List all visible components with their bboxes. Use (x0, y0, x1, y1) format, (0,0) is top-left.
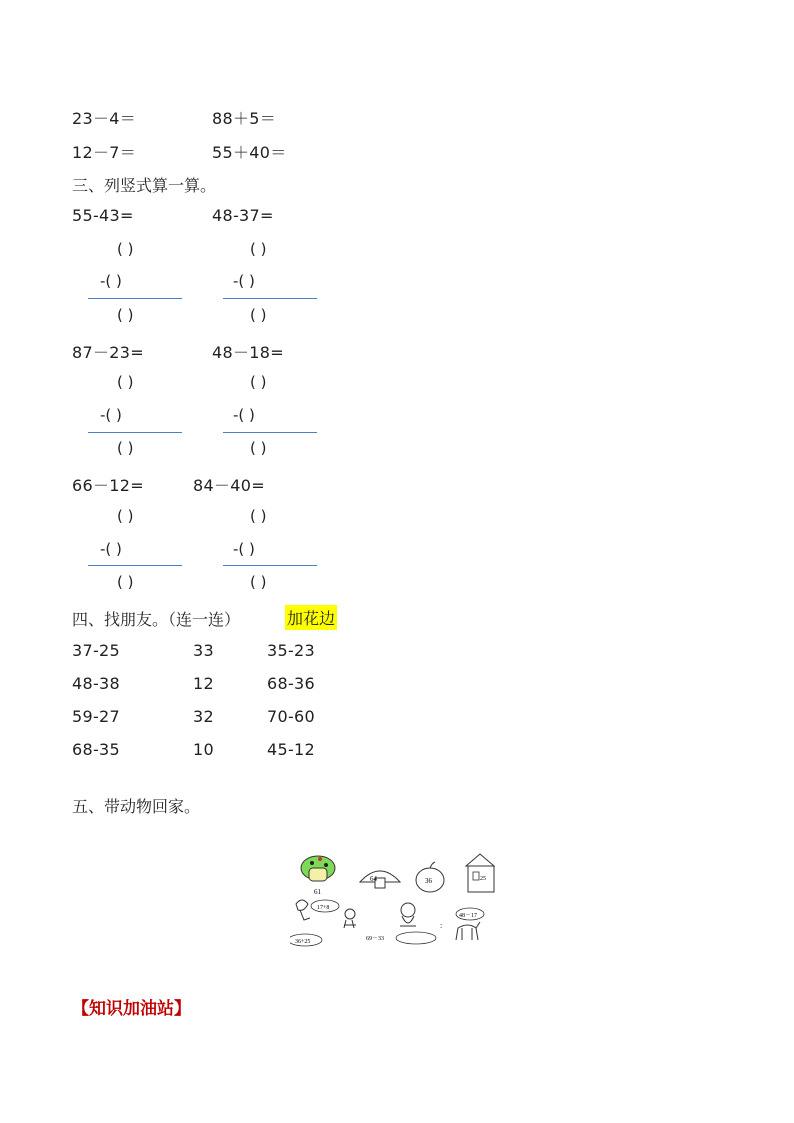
match-right[interactable]: 68-36 (267, 674, 315, 693)
calc-rule (223, 298, 317, 299)
house-icon (466, 854, 494, 892)
svg-text::: : (440, 921, 443, 930)
blank-mid[interactable]: -( ) (100, 272, 122, 290)
blank-mid[interactable]: -( ) (233, 272, 255, 290)
blank-result[interactable]: ( ) (250, 573, 267, 591)
house-label: 25 (480, 876, 486, 882)
animal-cat-icon (344, 909, 356, 928)
equation-88-5: 88＋5＝ (212, 109, 277, 128)
match-right[interactable]: 35-23 (267, 641, 315, 660)
animal-squirrel-icon (296, 900, 310, 920)
blank-mid[interactable]: -( ) (233, 540, 255, 558)
vertical-problem-4: 48－18= (212, 343, 284, 362)
blank-top[interactable]: ( ) (250, 507, 267, 525)
mushroom-icon (360, 871, 400, 888)
blank-result[interactable]: ( ) (117, 439, 134, 457)
match-middle[interactable]: 32 (193, 707, 214, 726)
house-label: 36 (425, 877, 432, 885)
blank-result[interactable]: ( ) (250, 439, 267, 457)
equation-23-4: 23－4＝ (72, 109, 137, 128)
blank-top[interactable]: ( ) (117, 373, 134, 391)
section5-heading: 五、带动物回家。 (72, 797, 201, 816)
calc-rule (88, 565, 182, 566)
vertical-problem-2: 48-37= (212, 206, 274, 225)
animals-home-illustration (290, 848, 502, 954)
calc-rule (223, 565, 317, 566)
blank-result[interactable]: ( ) (250, 306, 267, 324)
match-left[interactable]: 68-35 (72, 740, 120, 759)
match-middle[interactable]: 10 (193, 740, 214, 759)
calc-rule (88, 298, 182, 299)
blank-result[interactable]: ( ) (117, 306, 134, 324)
blank-top[interactable]: ( ) (250, 240, 267, 258)
highlight-label: 加花边 (285, 605, 337, 630)
knowledge-station-title: 【知识加油站】 (72, 999, 191, 1019)
calc-rule (88, 432, 182, 433)
mushroom-house-icon (301, 856, 335, 896)
animal-label: 36+25 (295, 939, 311, 945)
match-left[interactable]: 37-25 (72, 641, 120, 660)
animal-label: 17+8 (317, 905, 330, 911)
blank-result[interactable]: ( ) (117, 573, 134, 591)
calc-rule (223, 432, 317, 433)
blank-mid[interactable]: -( ) (233, 406, 255, 424)
house-label: 64 (370, 875, 377, 883)
blank-top[interactable]: ( ) (117, 507, 134, 525)
blank-mid[interactable]: -( ) (100, 540, 122, 558)
vertical-problem-3: 87－23= (72, 343, 144, 362)
match-left[interactable]: 48-38 (72, 674, 120, 693)
blank-top[interactable]: ( ) (250, 373, 267, 391)
vertical-problem-5: 66－12= (72, 476, 144, 495)
equation-55-40: 55＋40＝ (212, 143, 287, 162)
animal-label: 48－17 (459, 913, 478, 919)
pumpkin-icon (416, 862, 444, 892)
vertical-problem-1: 55-43= (72, 206, 134, 225)
vertical-problem-6: 84－40= (193, 476, 265, 495)
match-right[interactable]: 70-60 (267, 707, 315, 726)
animal-monkey-icon (400, 903, 416, 926)
blank-top[interactable]: ( ) (117, 240, 134, 258)
equation-12-7: 12－7＝ (72, 143, 137, 162)
match-right[interactable]: 45-12 (267, 740, 315, 759)
section3-heading: 三、列竖式算一算。 (72, 176, 217, 195)
blank-mid[interactable]: -( ) (100, 406, 122, 424)
animal-label: 69－33 (366, 936, 385, 942)
animal-horse-icon (456, 922, 480, 940)
match-middle[interactable]: 33 (193, 641, 214, 660)
house-label: 61 (314, 888, 321, 896)
match-middle[interactable]: 12 (193, 674, 214, 693)
match-left[interactable]: 59-27 (72, 707, 120, 726)
section4-heading: 四、找朋友。（连一连） (72, 610, 241, 629)
